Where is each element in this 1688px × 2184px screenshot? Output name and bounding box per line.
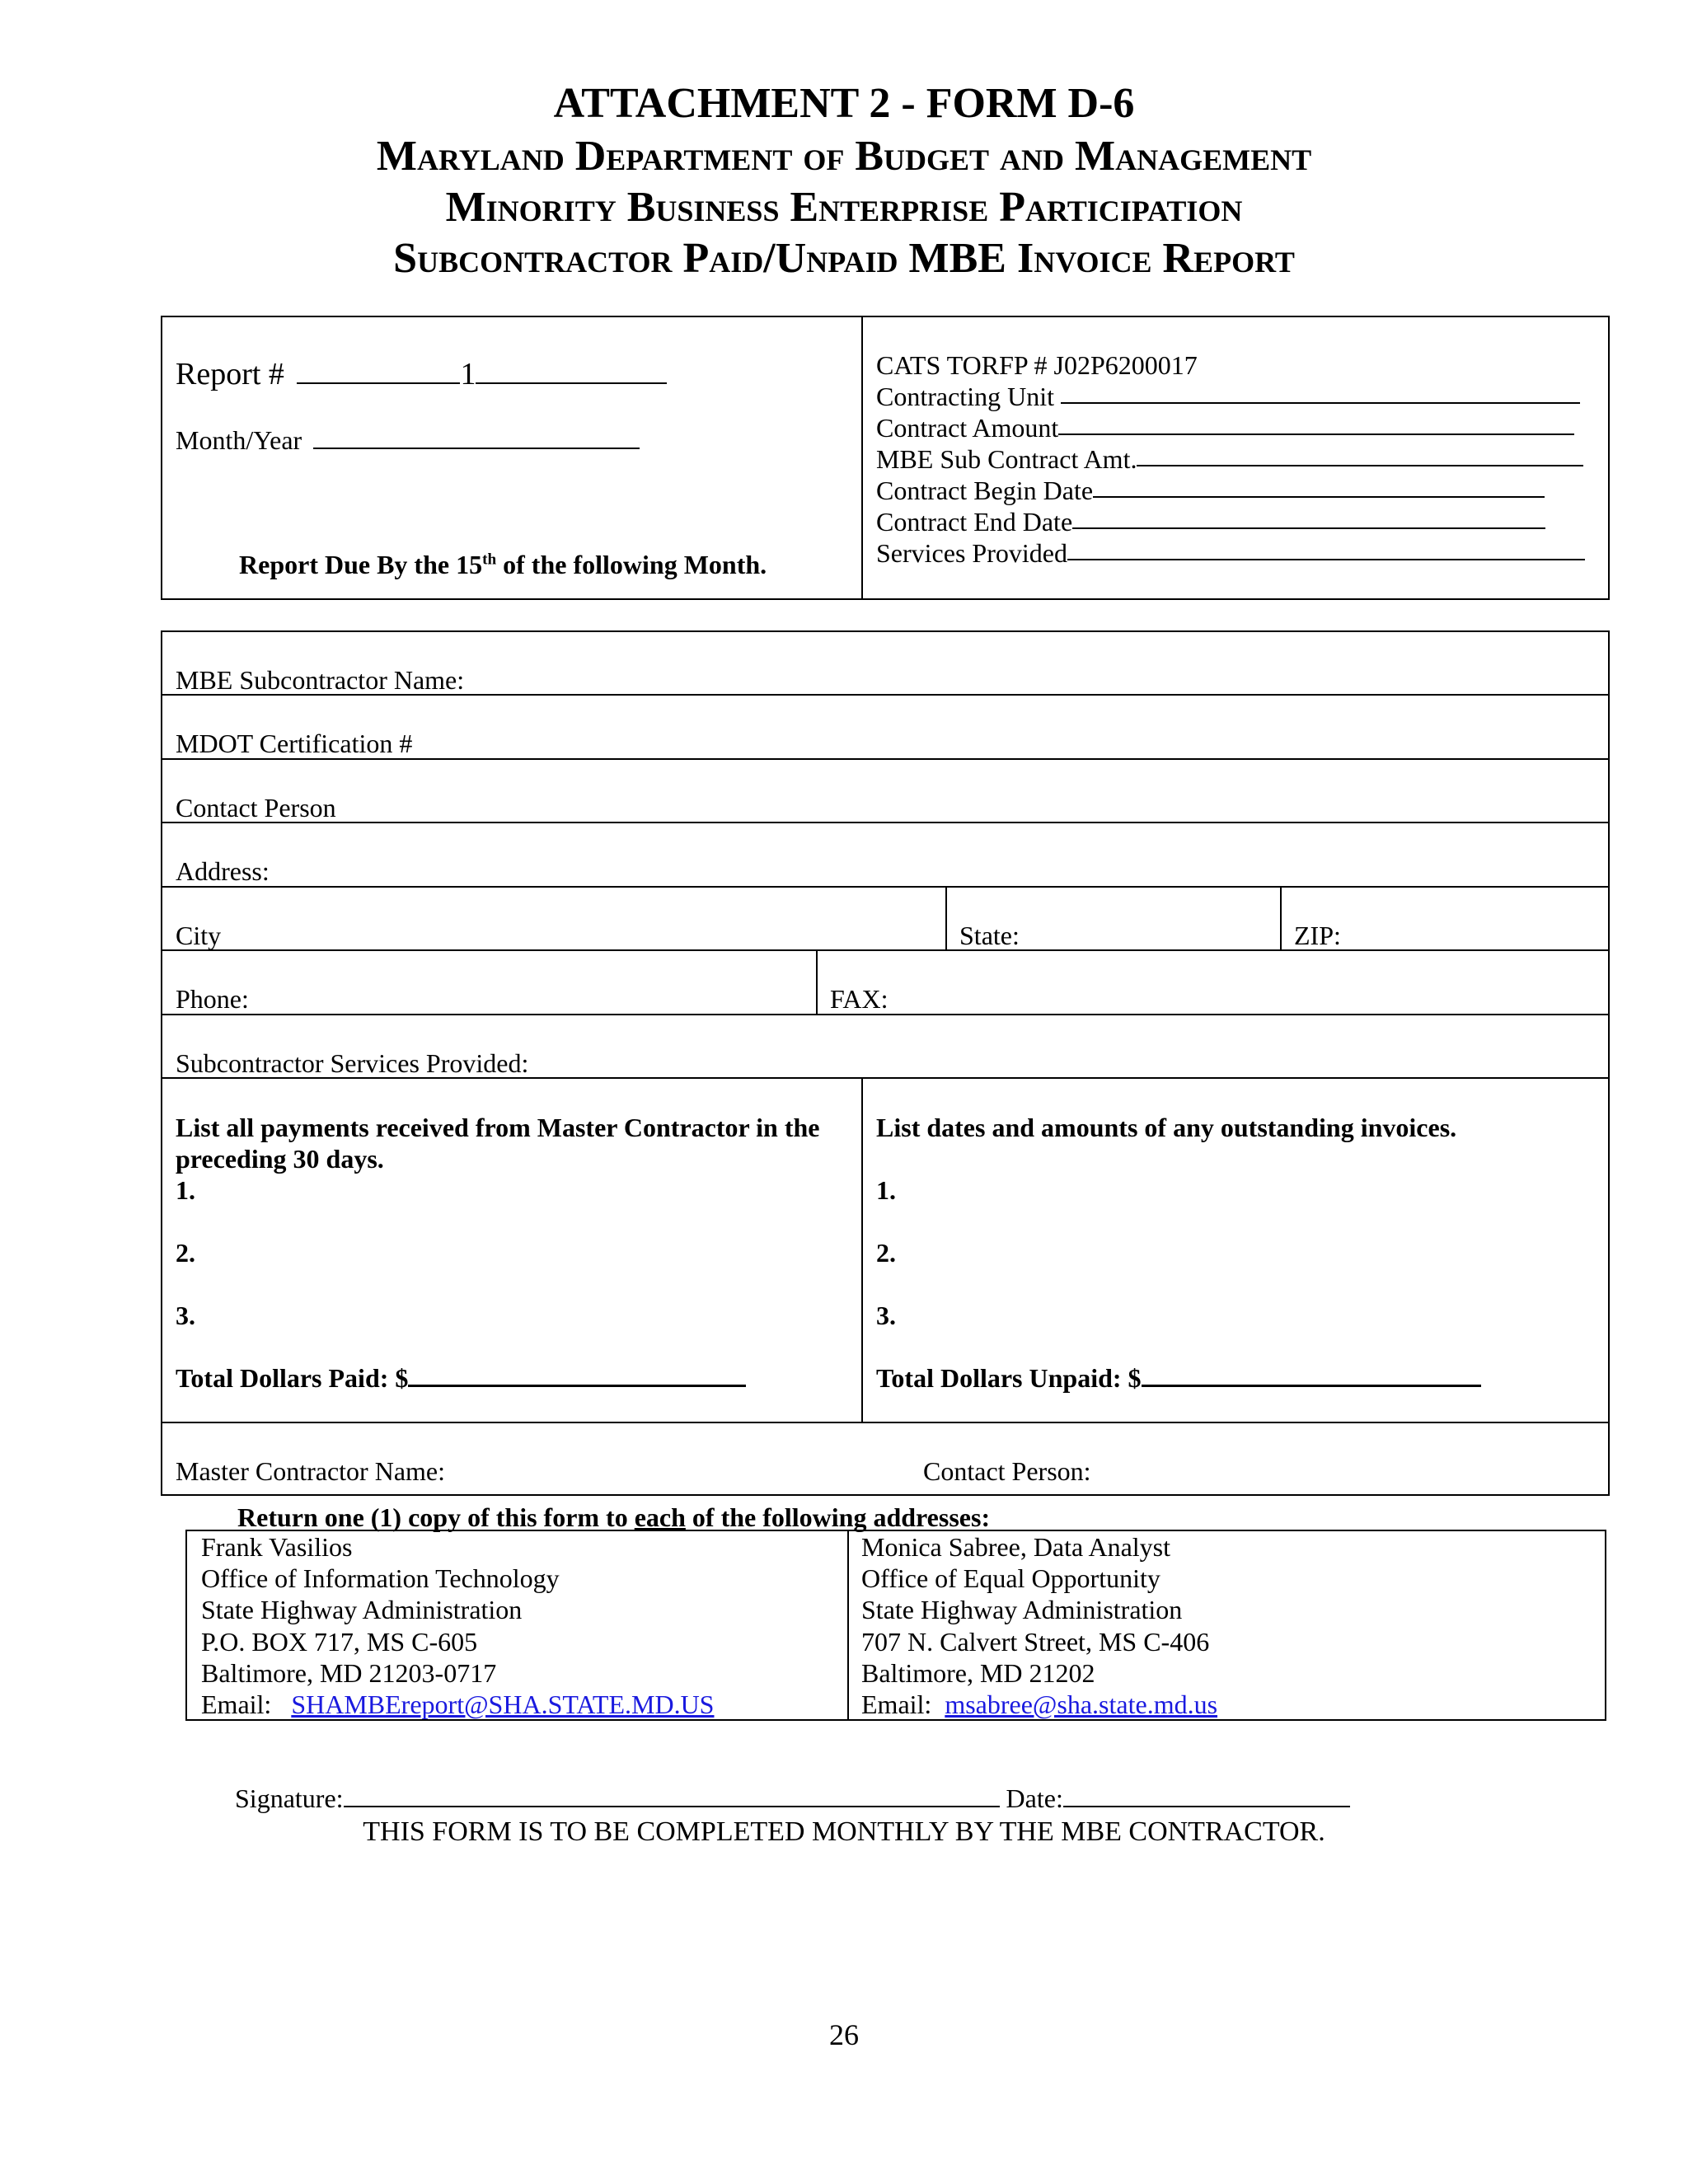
email-link[interactable]: SHAMBEreport@SHA.STATE.MD.US	[291, 1690, 715, 1720]
contract-amount-field[interactable]	[1058, 412, 1574, 435]
return-instructions: Return one (1) copy of this form to each of the following addresses:	[237, 1502, 991, 1532]
services-provided-row	[876, 537, 1610, 569]
services-provided-label: Services Provided	[876, 538, 1067, 568]
contact-agency: State Highway Administration	[861, 1595, 1183, 1625]
page-number: 26	[829, 2018, 859, 2051]
total-unpaid-field[interactable]	[1142, 1363, 1481, 1387]
month-year-field[interactable]	[313, 426, 640, 449]
report-number-line-b[interactable]	[476, 358, 667, 384]
contact-person-field[interactable]: Contact Person	[176, 793, 336, 823]
cats-torfp-number: CATS TORFP # J02P6200017	[876, 350, 1198, 380]
report-info-divider	[861, 316, 863, 600]
mbe-sub-amt-label: MBE Sub Contract Amt.	[876, 444, 1137, 474]
email-link[interactable]: msabree@sha.state.md.us	[945, 1690, 1218, 1720]
report-number-line-a[interactable]	[297, 358, 460, 384]
total-paid-row	[176, 1362, 746, 1394]
contact-office: Office of Equal Opportunity	[861, 1563, 1160, 1594]
report-title: Subcontractor Paid/Unpaid MBE Invoice Report	[393, 235, 1295, 282]
report-number-value[interactable]: 1	[460, 357, 476, 391]
email-label: Email:	[201, 1690, 272, 1720]
phone-field[interactable]: Phone:	[176, 984, 249, 1014]
payments-received-heading: List all payments received from Master Contractor in the preceding 30 days.	[176, 1113, 820, 1174]
end-date-label: Contract End Date	[876, 507, 1073, 537]
begin-date-row	[876, 475, 1610, 506]
services-provided-field-sub[interactable]: Subcontractor Services Provided:	[176, 1048, 529, 1078]
invoice-item-1[interactable]: 1.	[876, 1175, 896, 1205]
contract-amount-row	[876, 412, 1593, 443]
fax-field[interactable]: FAX:	[830, 984, 889, 1014]
contact-city: Baltimore, MD 21203-0717	[201, 1657, 497, 1688]
contract-amount-label: Contract Amount	[876, 413, 1059, 443]
certification-number-field[interactable]: MDOT Certification #	[176, 729, 413, 758]
mbe-sub-amt-row	[876, 443, 1610, 475]
begin-date-label: Contract Begin Date	[876, 476, 1094, 505]
date-field[interactable]	[1063, 1784, 1350, 1807]
end-date-field[interactable]	[1072, 506, 1545, 529]
form-title: ATTACHMENT 2 - FORM D-6	[553, 80, 1135, 127]
department-title: Maryland Department of Budget and Management	[376, 133, 1312, 180]
total-paid-field[interactable]	[408, 1363, 746, 1387]
city-field[interactable]: City	[176, 921, 222, 950]
month-year-row	[176, 424, 640, 456]
payment-item-2[interactable]: 2.	[176, 1238, 195, 1268]
month-year-label: Month/Year	[176, 425, 302, 455]
signature-field[interactable]	[344, 1784, 1000, 1807]
contact-street: P.O. BOX 717, MS C-605	[201, 1626, 478, 1657]
master-contractor-name-field[interactable]: Master Contractor Name:	[176, 1456, 445, 1486]
mbe-sub-amt-field[interactable]	[1137, 443, 1583, 466]
invoice-item-2[interactable]: 2.	[876, 1238, 896, 1268]
begin-date-field[interactable]	[1093, 475, 1545, 498]
payment-item-3[interactable]: 3.	[176, 1301, 195, 1330]
payment-item-1[interactable]: 1.	[176, 1175, 195, 1205]
contact-name: Monica Sabree, Data Analyst	[861, 1532, 1170, 1562]
report-number-row	[176, 356, 667, 392]
address-left	[201, 1531, 714, 1720]
address-field[interactable]: Address:	[176, 856, 270, 886]
outstanding-invoices-heading: List dates and amounts of any outstanding invoices.	[876, 1113, 1457, 1142]
program-title: Minority Business Enterprise Participation	[445, 184, 1243, 231]
date-label: Date:	[1006, 1783, 1063, 1813]
monthly-completion-notice: THIS FORM IS TO BE COMPLETED MONTHLY BY THE MBE CONTRACTOR.	[363, 1816, 1325, 1847]
total-unpaid-row	[876, 1362, 1481, 1394]
contact-name: Frank Vasilios	[201, 1532, 353, 1562]
total-unpaid-label: Total Dollars Unpaid: $	[876, 1363, 1142, 1393]
contact-office: Office of Information Technology	[201, 1563, 560, 1594]
signature-label: Signature:	[235, 1783, 344, 1813]
report-number-label: Report #	[176, 357, 284, 391]
invoice-item-3[interactable]: 3.	[876, 1301, 896, 1330]
contracting-unit-row	[876, 381, 1593, 412]
state-field[interactable]: State:	[959, 921, 1020, 950]
services-provided-field[interactable]	[1067, 537, 1585, 560]
email-label: Email:	[861, 1690, 932, 1720]
contracting-unit-label: Contracting Unit	[876, 382, 1054, 411]
report-due-note: Report Due By the 15th of the following Month.	[239, 550, 767, 579]
subcontractor-name-field[interactable]: MBE Subcontractor Name:	[176, 665, 465, 695]
total-paid-label: Total Dollars Paid: $	[176, 1363, 409, 1393]
signature-row	[235, 1783, 1350, 1814]
contact-agency: State Highway Administration	[201, 1595, 523, 1625]
contracting-unit-field[interactable]	[1061, 381, 1580, 404]
address-right	[861, 1531, 1217, 1720]
contact-city: Baltimore, MD 21202	[861, 1657, 1095, 1688]
end-date-row	[876, 506, 1610, 537]
zip-field[interactable]: ZIP:	[1294, 921, 1341, 950]
master-contact-person-field[interactable]: Contact Person:	[923, 1456, 1091, 1486]
contact-street: 707 N. Calvert Street, MS C-406	[861, 1626, 1210, 1657]
